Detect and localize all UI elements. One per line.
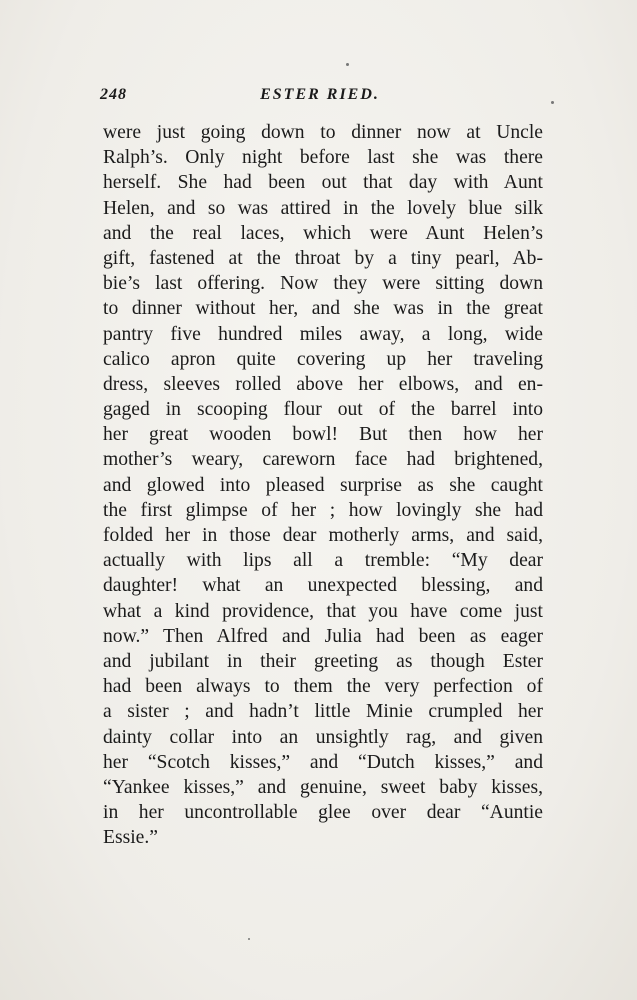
- text-line: had been always to them the very perfection of: [103, 676, 543, 698]
- text-line: dainty collar into an unsightly rag, and given: [103, 726, 543, 748]
- text-line: her “Scotch kisses,” and “Dutch kisses,” and: [103, 751, 543, 773]
- ink-speck: [248, 938, 250, 940]
- text-line: Helen, and so was attired in the lovely blue silk: [103, 197, 543, 219]
- text-line: and jubilant in their greeting as though Ester: [103, 650, 543, 672]
- text-line: now.” Then Alfred and Julia had been as eager: [103, 625, 543, 647]
- text-line: gaged in scooping flour out of the barrel into: [103, 399, 543, 421]
- ink-speck: [551, 101, 554, 104]
- text-line: “Yankee kisses,” and genuine, sweet baby kisses,: [103, 776, 543, 798]
- text-line: and glowed into pleased surprise as she caught: [103, 474, 543, 496]
- text-line: dress, sleeves rolled above her elbows, and en-: [103, 373, 543, 395]
- text-line: pantry five hundred miles away, a long, wide: [103, 323, 543, 345]
- text-line: and the real laces, which were Aunt Helen’s: [103, 222, 543, 244]
- text-line: daughter! what an unexpected blessing, and: [103, 575, 543, 597]
- running-title: ESTER RIED.: [260, 86, 380, 103]
- text-line: to dinner without her, and she was in the great: [103, 298, 543, 320]
- text-line: the first glimpse of her ; how lovingly she had: [103, 499, 543, 521]
- text-line: a sister ; and hadn’t little Minie crumpled her: [103, 701, 543, 723]
- text-line: actually with lips all a tremble: “My dear: [103, 550, 543, 572]
- text-line: her great wooden bowl! But then how her: [103, 424, 543, 446]
- body-text: [103, 120, 543, 850]
- text-line: what a kind providence, that you have come just: [103, 600, 543, 622]
- text-line: bie’s last offering. Now they were sitting down: [103, 273, 543, 295]
- text-line: gift, fastened at the throat by a tiny pearl, Ab-: [103, 247, 543, 269]
- text-line: mother’s weary, careworn face had brightened,: [103, 449, 543, 471]
- text-line: were just going down to dinner now at Uncle: [103, 122, 543, 143]
- page-number: 248: [100, 86, 127, 103]
- text-line: calico apron quite covering up her traveling: [103, 348, 543, 370]
- ink-speck: [346, 63, 349, 66]
- text-line: folded her in those dear motherly arms, and said,: [103, 525, 543, 546]
- text-line: Ralph’s. Only night before last she was there: [103, 147, 543, 169]
- page-header: [100, 86, 540, 110]
- text-line: in her uncontrollable glee over dear “Auntie: [103, 802, 543, 824]
- text-line: herself. She had been out that day with Aunt: [103, 172, 543, 194]
- text-line: Essie.”: [103, 827, 158, 849]
